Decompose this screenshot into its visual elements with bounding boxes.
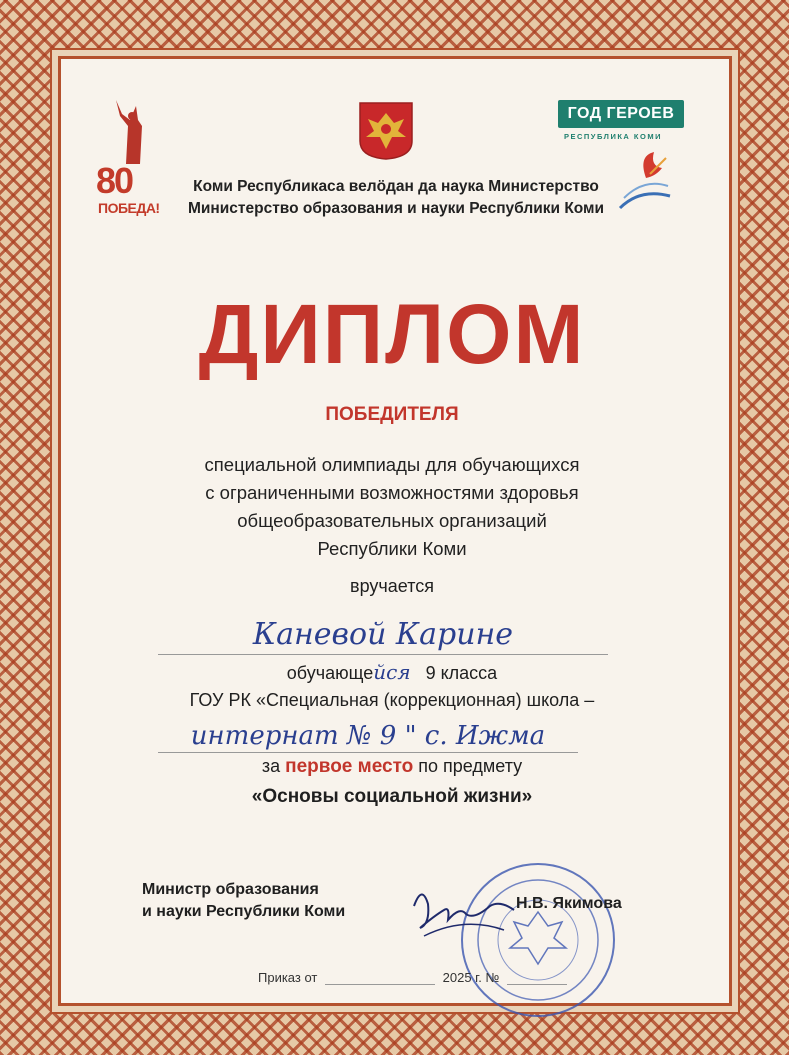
minister-name: Н.В. Якимова [516,895,622,912]
diploma-content [58,56,726,1000]
prize-place: первое место [285,756,414,777]
ministry-komi-name: Коми Республикаса велӧдан да наука Министерство [193,178,599,195]
diploma-subtitle: ПОБЕДИТЕЛЯ [325,404,459,425]
pobeda-80-logo [96,96,166,226]
komi-coat-of-arms-icon [358,101,414,161]
student-prefix: обучающе [286,663,374,683]
subject-name: «Основы социальной жизни» [251,786,533,807]
pobeda-word: ПОБЕДА! [98,200,160,216]
order-label: Приказ от [258,970,318,985]
recipient-name: Каневой Карине [158,616,608,655]
description-line: специальной олимпиады для обучающихся [204,454,580,475]
god-geroev-sublabel: РЕСПУБЛИКА КОМИ [564,132,662,141]
minister-title-line: Министр образования [142,881,319,898]
ministry-header [176,176,616,220]
student-suffix-handwritten: йся [373,660,411,684]
minister-title-line: и науки Республики Коми [142,903,346,920]
grade-label: 9 класса [425,663,498,683]
ministry-russian-name: Министерство образования и науки Республики Коми [187,200,605,217]
prize-prefix: за [261,756,281,776]
order-date-blank [325,984,435,985]
order-year: 2025 г. № [442,970,500,985]
pobeda-number: 80 [96,160,133,201]
olympiad-description [58,451,726,563]
prize-suffix: по предмету [418,756,523,776]
phoenix-icon [610,148,680,218]
signature-handwritten [404,876,524,956]
school-name-line2-handwritten: интернат № 9 " с. Ижма [158,720,578,753]
awarded-label: вручается [350,576,434,596]
monument-icon [96,96,166,166]
order-line [258,970,571,985]
school-name-line1: ГОУ РК «Специальная (коррекционная) школа – [189,690,595,710]
prize-line [58,756,726,778]
order-number-blank [507,984,567,985]
diploma-title: ДИПЛОМ [198,287,586,381]
description-line: Республики Коми [317,538,467,559]
description-line: с ограниченными возможностями здоровья [205,482,579,503]
minister-title [142,879,382,923]
student-line [58,660,726,684]
god-geroev-label: ГОД ГЕРОЕВ [558,100,684,128]
description-line: общеобразовательных организаций [237,510,547,531]
